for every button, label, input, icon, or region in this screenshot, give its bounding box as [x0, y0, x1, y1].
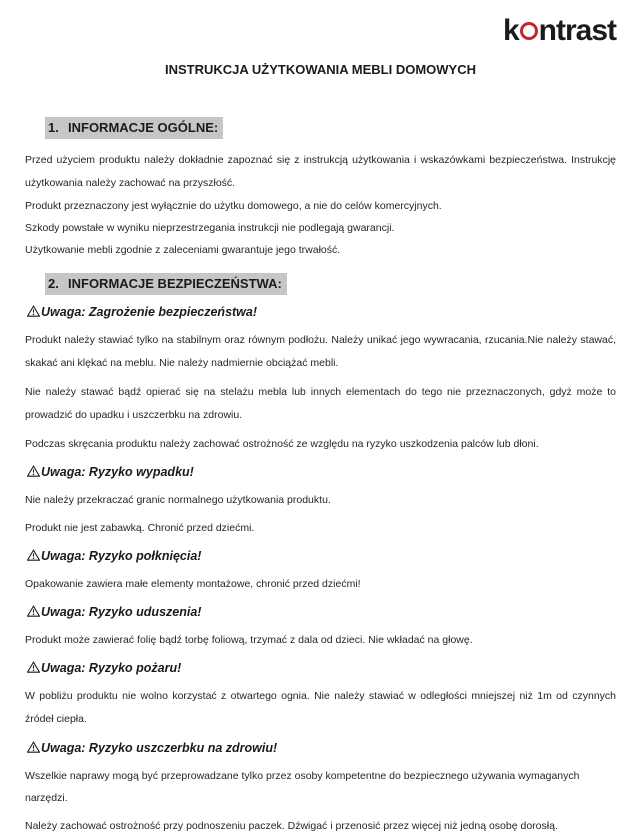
paragraph: Wszelkie naprawy mogą być przeprowadzane tylko przez osoby kompetentne do bezpiecznego używania wymaganych narzędzi.	[25, 770, 580, 804]
warning-label: Uwaga: Zagrożenie bezpieczeństwa!	[41, 305, 258, 319]
paragraph: Szkody powstałe w wyniku nieprzestrzegania instrukcji nie podlegają gwarancji.	[25, 222, 395, 234]
paragraph: Użytkowanie mebli zgodnie z zaleceniami gwarantuje jego trwałość.	[25, 244, 341, 256]
warning-label: Uwaga: Ryzyko uduszenia!	[41, 605, 202, 619]
warning-heading	[27, 605, 616, 619]
section-2-heading	[45, 273, 616, 295]
warning-icon	[27, 549, 40, 561]
warning-icon	[27, 605, 40, 617]
warning-icon	[27, 661, 40, 673]
header	[25, 14, 616, 50]
paragraph: Należy zachować ostrożność przy podnoszeniu paczek. Dźwigać i przenosić przez więcej niż jedną osobę dorosłą.	[25, 820, 558, 832]
warning-label: Uwaga: Ryzyko uszczerbku na zdrowiu!	[41, 741, 278, 755]
section-2-number: 2.	[48, 276, 59, 291]
section-2-highlight	[45, 273, 287, 295]
logo-o-ring-icon	[520, 22, 538, 40]
paragraph: Opakowanie zawiera małe elementy montażowe, chronić przed dziećmi!	[25, 578, 361, 590]
logo-text-prefix: k	[502, 14, 519, 47]
paragraph: Przed użyciem produktu należy dokładnie zapoznać się z instrukcją użytkowania i wskazówkami bezpieczeństwa. Instrukcję użytkowania należy zachować na przyszłość.	[25, 154, 616, 189]
warning-heading	[27, 661, 616, 675]
warning-heading	[27, 741, 616, 755]
section-1-heading	[45, 117, 616, 139]
paragraph: W pobliżu produktu nie wolno korzystać z otwartego ognia. Nie należy stawiać w odległości mniejszej niż 1m od czynnych źródeł ciepła.	[25, 690, 616, 725]
document-title: INSTRUKCJA UŻYTKOWANIA MEBLI DOMOWYCH	[164, 62, 477, 77]
warning-label: Uwaga: Ryzyko połknięcia!	[41, 549, 202, 563]
paragraph: Nie należy stawać bądź opierać się na stelażu mebla lub innych elementach do tego nie przeznaczonych, gdyż może to prowadzić do upadku i uszczerbku na zdrowiu.	[25, 386, 616, 421]
paragraph: Produkt nie jest zabawką. Chronić przed dziećmi.	[25, 522, 255, 534]
warning-icon	[27, 741, 40, 753]
section-1-title: INFORMACJE OGÓLNE:	[68, 120, 219, 135]
warning-label: Uwaga: Ryzyko pożaru!	[41, 661, 182, 675]
warning-heading	[27, 549, 616, 563]
warning-heading	[27, 305, 616, 319]
paragraph: Nie należy przekraczać granic normalnego użytkowania produktu.	[25, 494, 331, 506]
section-1-highlight	[45, 117, 223, 139]
paragraph: Produkt może zawierać folię bądź torbę foliową, trzymać z dala od dzieci. Nie wkładać na głowę.	[25, 634, 473, 646]
logo	[503, 14, 616, 48]
paragraph: Produkt należy stawiać tylko na stabilnym oraz równym podłożu. Należy unikać jego wywracania, rzucania.Nie należy stawać, skakać ani klękać na meblu. Nie należy nadmiernie obciążać mebli.	[25, 334, 616, 369]
warning-icon	[27, 305, 40, 317]
paragraph: Podczas skręcania produktu należy zachować ostrożność ze względu na ryzyko uszkodzenia palców lub dłoni.	[25, 438, 539, 450]
warning-icon	[27, 465, 40, 477]
logo-text-suffix: ntrast	[538, 14, 616, 47]
warning-label: Uwaga: Ryzyko wypadku!	[41, 465, 194, 479]
section-2-title: INFORMACJE BEZPIECZEŃSTWA:	[68, 276, 282, 291]
section-1-number: 1.	[48, 120, 59, 135]
paragraph: Produkt przeznaczony jest wyłącznie do użytku domowego, a nie do celów komercyjnych.	[25, 200, 442, 212]
warning-heading	[27, 465, 616, 479]
